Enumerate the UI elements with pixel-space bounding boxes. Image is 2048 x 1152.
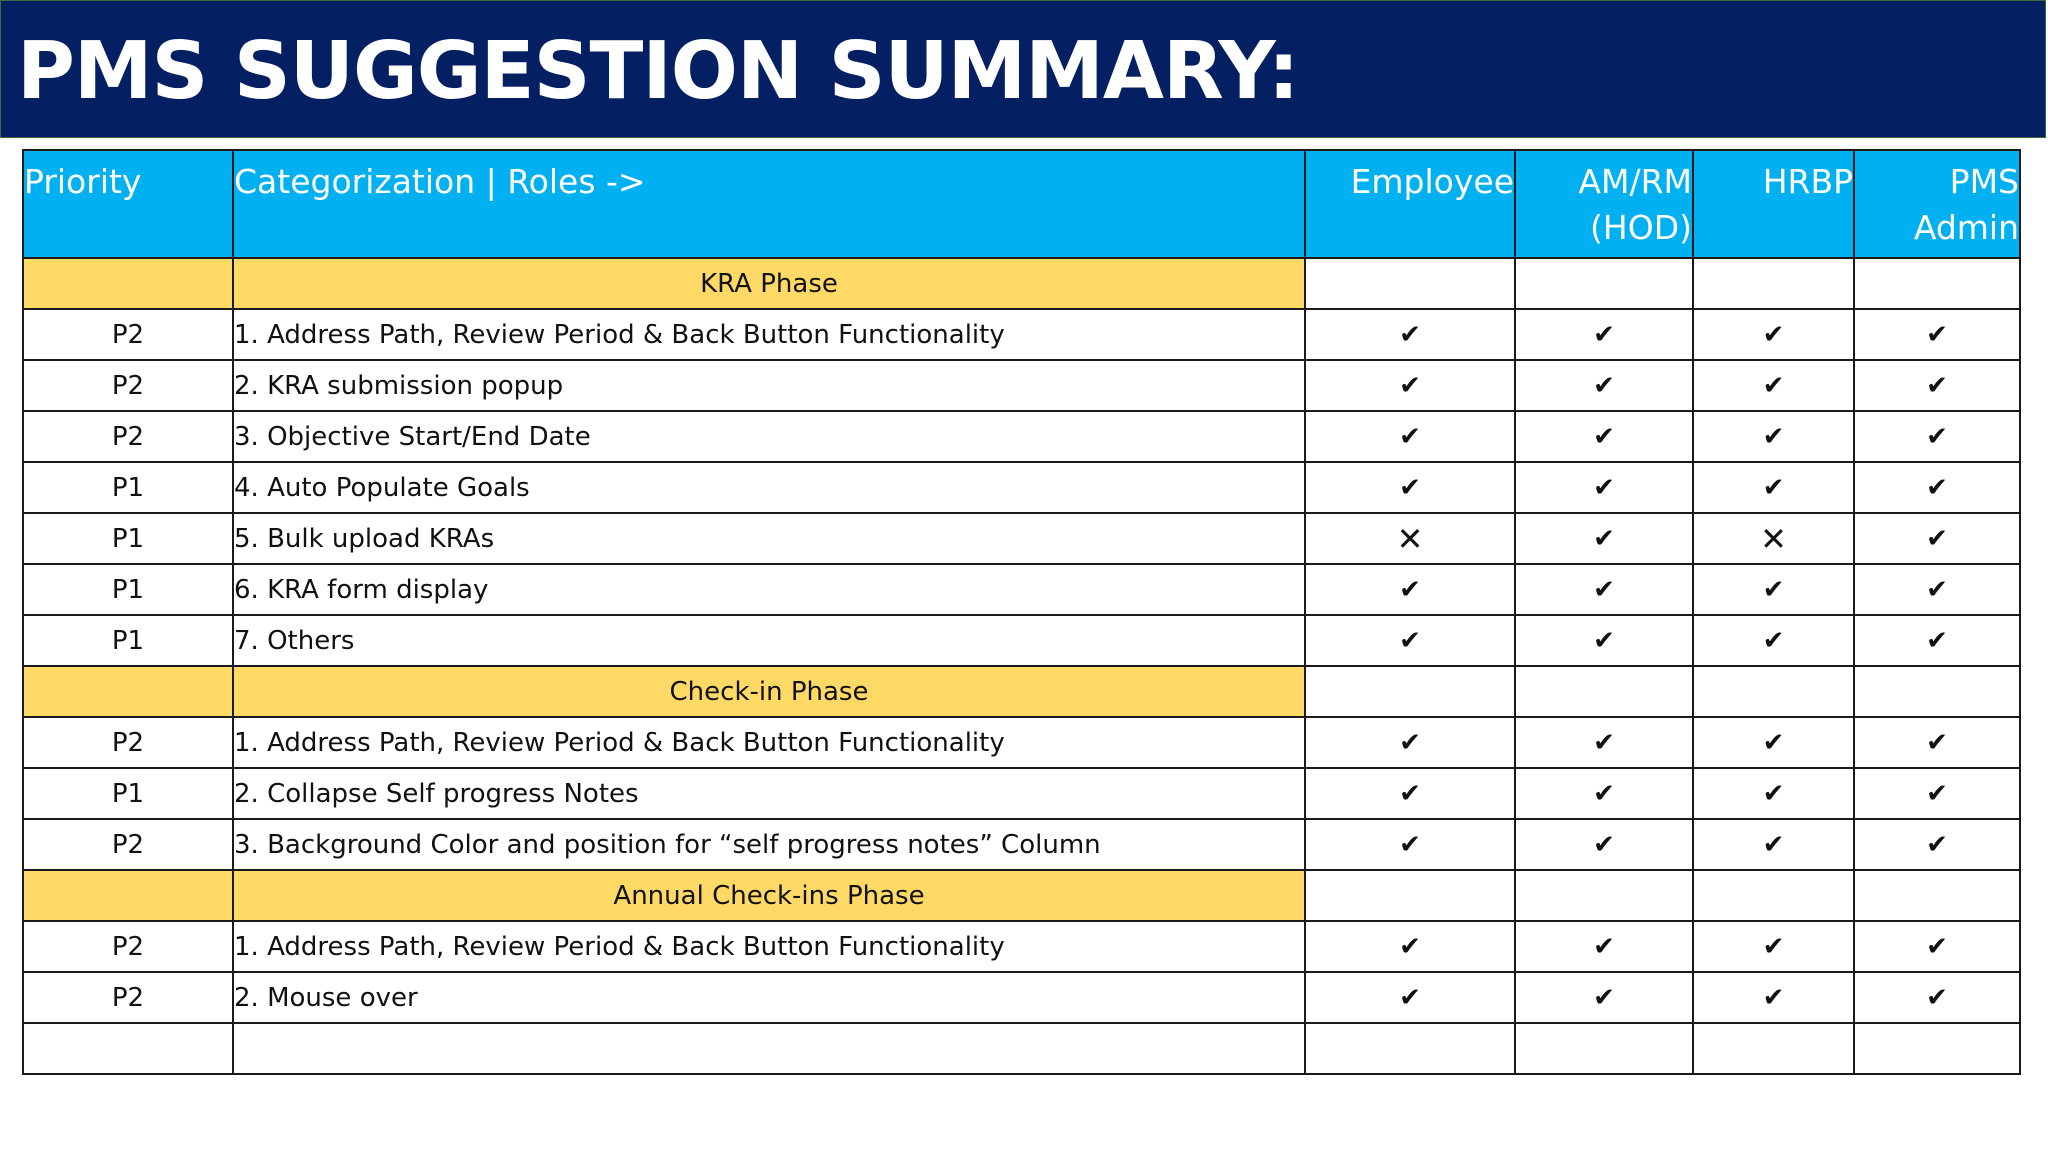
check-icon: ✔ <box>1399 727 1421 758</box>
phase-role-cell <box>1515 870 1693 921</box>
table-row <box>23 921 2020 972</box>
role-cell-pms-admin <box>1854 717 2020 768</box>
column-header-pms-admin: PMS Admin <box>1854 150 2020 258</box>
table-row <box>23 972 2020 1023</box>
priority-cell: P1 <box>23 462 233 513</box>
role-cell-employee <box>1305 309 1515 360</box>
phase-role-cell <box>1305 666 1515 717</box>
column-header-priority: Priority <box>23 150 233 258</box>
check-icon: ✔ <box>1593 931 1615 962</box>
cross-icon: ✕ <box>1396 519 1424 558</box>
priority-cell: P2 <box>23 921 233 972</box>
role-cell-am-rm <box>1515 411 1693 462</box>
suggestion-item: 3. Objective Start/End Date <box>233 411 1305 462</box>
priority-cell: P1 <box>23 564 233 615</box>
check-icon: ✔ <box>1762 421 1785 452</box>
suggestion-item: 2. Collapse Self progress Notes <box>233 768 1305 819</box>
page-title: PMS SUGGESTION SUMMARY: <box>17 25 1299 117</box>
table-row <box>23 819 2020 870</box>
phase-role-cell <box>1515 666 1693 717</box>
suggestion-item: 4. Auto Populate Goals <box>233 462 1305 513</box>
check-icon: ✔ <box>1762 370 1785 401</box>
check-icon: ✔ <box>1593 319 1615 350</box>
suggestion-item: 1. Address Path, Review Period & Back Button Functionality <box>233 717 1305 768</box>
role-cell-hrbp <box>1693 768 1854 819</box>
check-icon: ✔ <box>1399 574 1421 605</box>
role-cell-am-rm <box>1515 564 1693 615</box>
role-cell-employee <box>1305 921 1515 972</box>
priority-cell: P1 <box>23 768 233 819</box>
role-cell-hrbp <box>1693 615 1854 666</box>
check-icon: ✔ <box>1762 982 1785 1013</box>
check-icon: ✔ <box>1593 982 1615 1013</box>
check-icon: ✔ <box>1399 421 1421 452</box>
phase-priority-cell <box>23 870 233 921</box>
role-cell-employee <box>1305 513 1515 564</box>
phase-role-cell <box>1854 258 2020 309</box>
role-cell-hrbp <box>1693 819 1854 870</box>
role-cell-employee <box>1305 360 1515 411</box>
role-cell-pms-admin <box>1854 921 2020 972</box>
role-cell-employee <box>1305 717 1515 768</box>
suggestion-summary-table <box>22 149 2021 1075</box>
phase-label: Annual Check-ins Phase <box>233 870 1305 921</box>
role-cell-am-rm <box>1515 819 1693 870</box>
role-cell-hrbp <box>1693 462 1854 513</box>
check-icon: ✔ <box>1926 727 1948 758</box>
check-icon: ✔ <box>1399 931 1421 962</box>
table-body <box>23 258 2020 1074</box>
phase-row <box>23 666 2020 717</box>
role-cell-am-rm <box>1515 921 1693 972</box>
role-cell-employee <box>1305 564 1515 615</box>
check-icon: ✔ <box>1926 982 1948 1013</box>
empty-cell <box>1515 1023 1693 1074</box>
check-icon: ✔ <box>1926 319 1948 350</box>
role-cell-employee <box>1305 972 1515 1023</box>
role-cell-am-rm <box>1515 309 1693 360</box>
check-icon: ✔ <box>1399 625 1421 656</box>
suggestion-item: 1. Address Path, Review Period & Back Button Functionality <box>233 309 1305 360</box>
suggestion-item: 3. Background Color and position for “self progress notes” Column <box>233 819 1305 870</box>
role-cell-am-rm <box>1515 768 1693 819</box>
check-icon: ✔ <box>1399 982 1421 1013</box>
check-icon: ✔ <box>1762 931 1785 962</box>
role-cell-employee <box>1305 819 1515 870</box>
role-cell-hrbp <box>1693 309 1854 360</box>
title-banner <box>0 0 2046 138</box>
check-icon: ✔ <box>1926 778 1948 809</box>
empty-cell <box>1693 1023 1854 1074</box>
check-icon: ✔ <box>1593 829 1615 860</box>
role-cell-employee <box>1305 411 1515 462</box>
table-row <box>23 462 2020 513</box>
phase-role-cell <box>1854 666 2020 717</box>
role-cell-pms-admin <box>1854 309 2020 360</box>
check-icon: ✔ <box>1762 319 1785 350</box>
check-icon: ✔ <box>1762 829 1785 860</box>
check-icon: ✔ <box>1762 472 1785 503</box>
role-cell-pms-admin <box>1854 360 2020 411</box>
role-cell-hrbp <box>1693 360 1854 411</box>
role-cell-hrbp <box>1693 564 1854 615</box>
check-icon: ✔ <box>1593 574 1615 605</box>
check-icon: ✔ <box>1593 523 1615 554</box>
check-icon: ✔ <box>1399 472 1421 503</box>
phase-label: KRA Phase <box>233 258 1305 309</box>
role-cell-am-rm <box>1515 360 1693 411</box>
check-icon: ✔ <box>1399 778 1421 809</box>
column-header-categorization: Categorization | Roles -> <box>233 150 1305 258</box>
check-icon: ✔ <box>1926 829 1948 860</box>
suggestion-item: 7. Others <box>233 615 1305 666</box>
suggestion-item: 1. Address Path, Review Period & Back Button Functionality <box>233 921 1305 972</box>
table-row <box>23 768 2020 819</box>
phase-role-cell <box>1305 258 1515 309</box>
check-icon: ✔ <box>1762 727 1785 758</box>
role-cell-employee <box>1305 462 1515 513</box>
empty-cell <box>1305 1023 1515 1074</box>
check-icon: ✔ <box>1926 574 1948 605</box>
phase-row <box>23 870 2020 921</box>
cross-icon: ✕ <box>1760 519 1787 558</box>
check-icon: ✔ <box>1926 370 1948 401</box>
suggestion-item: 6. KRA form display <box>233 564 1305 615</box>
empty-cell <box>233 1023 1305 1074</box>
table-row <box>23 615 2020 666</box>
priority-cell: P2 <box>23 411 233 462</box>
priority-cell: P1 <box>23 513 233 564</box>
role-cell-pms-admin <box>1854 564 2020 615</box>
empty-cell <box>23 1023 233 1074</box>
role-cell-pms-admin <box>1854 819 2020 870</box>
role-cell-hrbp <box>1693 513 1854 564</box>
phase-priority-cell <box>23 258 233 309</box>
phase-row <box>23 258 2020 309</box>
phase-role-cell <box>1305 870 1515 921</box>
role-cell-am-rm <box>1515 462 1693 513</box>
column-header-employee: Employee <box>1305 150 1515 258</box>
priority-cell: P2 <box>23 972 233 1023</box>
role-cell-pms-admin <box>1854 972 2020 1023</box>
check-icon: ✔ <box>1593 421 1615 452</box>
table-row <box>23 309 2020 360</box>
table-row <box>23 717 2020 768</box>
phase-priority-cell <box>23 666 233 717</box>
role-cell-employee <box>1305 615 1515 666</box>
empty-row <box>23 1023 2020 1074</box>
phase-role-cell <box>1693 666 1854 717</box>
table-row <box>23 513 2020 564</box>
role-cell-pms-admin <box>1854 462 2020 513</box>
priority-cell: P2 <box>23 717 233 768</box>
phase-role-cell <box>1693 258 1854 309</box>
column-header-hrbp: HRBP <box>1693 150 1854 258</box>
role-cell-am-rm <box>1515 717 1693 768</box>
table-row <box>23 411 2020 462</box>
priority-cell: P2 <box>23 309 233 360</box>
check-icon: ✔ <box>1926 523 1948 554</box>
suggestion-item: 5. Bulk upload KRAs <box>233 513 1305 564</box>
check-icon: ✔ <box>1399 370 1421 401</box>
check-icon: ✔ <box>1399 319 1421 350</box>
priority-cell: P2 <box>23 819 233 870</box>
role-cell-pms-admin <box>1854 768 2020 819</box>
table-row <box>23 564 2020 615</box>
role-cell-employee <box>1305 768 1515 819</box>
check-icon: ✔ <box>1399 829 1421 860</box>
check-icon: ✔ <box>1762 778 1785 809</box>
role-cell-am-rm <box>1515 972 1693 1023</box>
check-icon: ✔ <box>1926 625 1948 656</box>
priority-cell: P2 <box>23 360 233 411</box>
role-cell-hrbp <box>1693 717 1854 768</box>
check-icon: ✔ <box>1926 421 1948 452</box>
check-icon: ✔ <box>1593 625 1615 656</box>
check-icon: ✔ <box>1762 574 1785 605</box>
phase-role-cell <box>1854 870 2020 921</box>
check-icon: ✔ <box>1593 727 1615 758</box>
role-cell-pms-admin <box>1854 411 2020 462</box>
role-cell-hrbp <box>1693 972 1854 1023</box>
priority-cell: P1 <box>23 615 233 666</box>
phase-label: Check-in Phase <box>233 666 1305 717</box>
check-icon: ✔ <box>1926 931 1948 962</box>
column-header-am-rm: AM/RM (HOD) <box>1515 150 1693 258</box>
phase-role-cell <box>1693 870 1854 921</box>
role-cell-pms-admin <box>1854 615 2020 666</box>
table-row <box>23 360 2020 411</box>
role-cell-hrbp <box>1693 411 1854 462</box>
check-icon: ✔ <box>1593 472 1615 503</box>
suggestion-item: 2. Mouse over <box>233 972 1305 1023</box>
empty-cell <box>1854 1023 2020 1074</box>
role-cell-am-rm <box>1515 513 1693 564</box>
check-icon: ✔ <box>1593 370 1615 401</box>
check-icon: ✔ <box>1762 625 1785 656</box>
check-icon: ✔ <box>1926 472 1948 503</box>
check-icon: ✔ <box>1593 778 1615 809</box>
role-cell-pms-admin <box>1854 513 2020 564</box>
suggestion-item: 2. KRA submission popup <box>233 360 1305 411</box>
role-cell-hrbp <box>1693 921 1854 972</box>
table-header-row <box>23 150 2020 258</box>
role-cell-am-rm <box>1515 615 1693 666</box>
phase-role-cell <box>1515 258 1693 309</box>
